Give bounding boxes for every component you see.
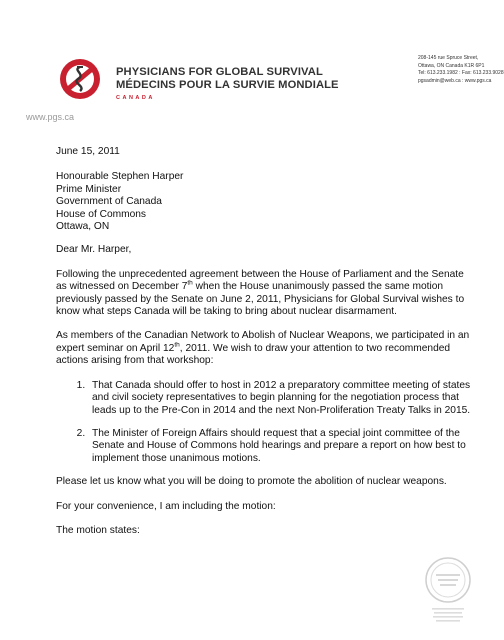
address-line: Prime Minister: [56, 183, 122, 195]
p1-sup: th: [187, 279, 193, 287]
address-line: House of Commons: [56, 208, 147, 220]
p1-text-cont: when the House unanimously passed the same motion previously passed by the Senate on June 2, 2011, Physicians for Global Survival wishes to know what steps Canada will be taking to bring about nuclear disarmament.: [56, 281, 465, 318]
greeting: Dear Mr. Harper,: [56, 244, 132, 256]
contact-line: Tel: 613.233.1982 : Fax: 613.233.9028: [418, 70, 504, 77]
paragraph-2: [56, 330, 476, 367]
list-item: 1. That Canada should offer to host in 2012 a preparatory committee meeting of states and civil society representatives to begin planning for the negotiation process that leads up to the Pre-Con in 2014 and the next Non-Proliferation Treaty Talks in 2015.: [88, 380, 476, 417]
contact-line: Ottawa, ON Canada K1R 6P1: [418, 62, 485, 69]
address-line: Government of Canada: [56, 196, 162, 208]
paragraph-3: Please let us know what you will be doing to promote the abolition of nuclear weapons.: [56, 476, 447, 488]
address-line: Honourable Stephen Harper: [56, 171, 184, 183]
contact-block: [418, 55, 504, 85]
list-item: 2. The Minister of Foreign Affairs should request that a special joint committee of the Senate and House of Commons hold hearings and prepare a report on how best to implement those unanimous motions.: [88, 428, 476, 465]
nobel-peace-prize-seal-icon: [418, 552, 478, 632]
p2-sup: th: [174, 341, 180, 349]
org-name-en: PHYSICIANS FOR GLOBAL SURVIVAL: [116, 66, 323, 78]
p2-text-cont: , 2011. We wish to draw your attention to two recommended actions arising from that workshop:: [56, 342, 451, 367]
org-name: [116, 66, 339, 105]
letter-body: [56, 146, 476, 549]
recipient-address: [56, 171, 476, 233]
p2-text: As members of the Canadian Network to Abolish of Nuclear Weapons, we participated in an expert seminar on April 12: [56, 330, 470, 354]
website-url: www.pgs.ca: [26, 112, 75, 122]
address-line: Ottawa, ON: [56, 221, 110, 233]
contact-line: 208-145 rue Spruce Street,: [418, 55, 479, 61]
paragraph-4: For your convenience, I am including the motion:: [56, 500, 276, 512]
org-country: CANADA: [116, 95, 155, 101]
org-name-fr: MÉDECINS POUR LA SURVIE MONDIALE: [116, 79, 339, 91]
recommendation-list: [56, 380, 476, 465]
paragraph-1: [56, 269, 476, 319]
letter-date: June 15, 2011: [56, 146, 120, 157]
contact-line: pgsadmin@web.ca : www.pgs.ca: [418, 77, 492, 84]
paragraph-5: The motion states:: [56, 524, 140, 536]
pgs-logo-icon: [58, 57, 102, 101]
p1-text: Following the unprecedented agreement between the House of Parliament and the Senate as witnessed on December 7: [56, 268, 464, 293]
